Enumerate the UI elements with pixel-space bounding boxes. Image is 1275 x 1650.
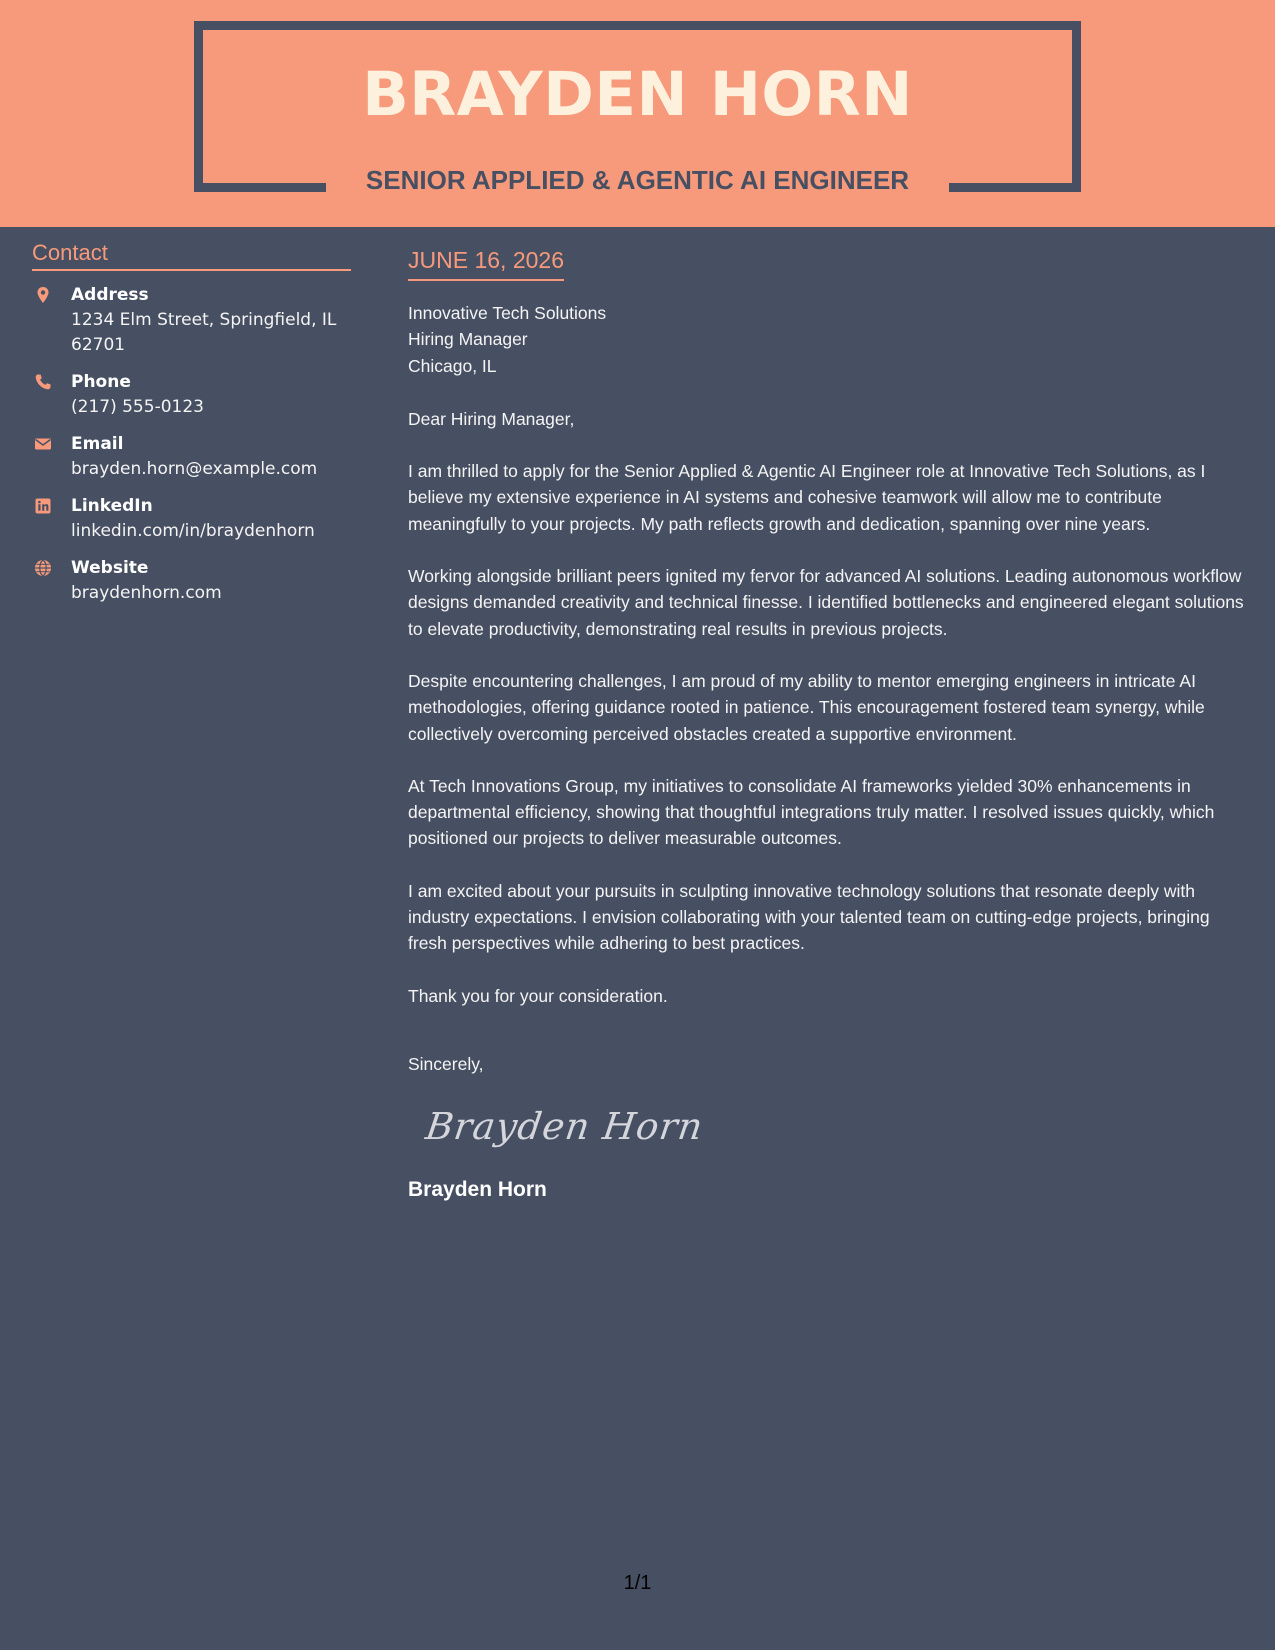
job-title: SENIOR APPLIED & AGENTIC AI ENGINEER	[365, 165, 910, 195]
contact-label: Website	[71, 558, 149, 579]
recipient-location: Chicago, IL	[408, 355, 497, 376]
contact-label: LinkedIn	[71, 496, 153, 517]
letter-date: JUNE 16, 2026	[408, 245, 564, 281]
contact-item-linkedin	[32, 494, 351, 544]
contact-item-website	[32, 556, 351, 606]
page-number: 1/1	[623, 1572, 652, 1594]
contact-label: Email	[71, 434, 124, 455]
letter-paragraph: At Tech Innovations Group, my initiatives to consolidate AI frameworks yielded 30% enhancements in departmental efficiency, showing that thoughtful integrations truly matter. I resolved issues quickly, which positioned our projects to deliver measurable outcomes.	[408, 775, 1215, 849]
contact-item-email	[32, 432, 351, 482]
contact-item-phone	[32, 370, 351, 420]
letter-body	[408, 245, 1253, 1203]
contact-value: (217) 555-0123	[71, 397, 204, 418]
frame-top-border	[194, 21, 1081, 30]
letter-paragraph: I am thrilled to apply for the Senior Applied & Agentic AI Engineer role at Innovative Tech Solutions, as I believe my extensive experience in AI systems and cohesive teamwork will allow me to contribute meaningfully to your projects. My path reflects growth and dedication, spanning over nine years.	[408, 461, 1206, 534]
recipient-company: Innovative Tech Solutions	[408, 303, 607, 323]
closing: Sincerely,	[408, 1053, 484, 1074]
closing-thanks: Thank you for your consideration.	[408, 985, 668, 1006]
salutation: Dear Hiring Manager,	[408, 408, 575, 429]
contact-value: braydenhorn.com	[71, 583, 222, 604]
contact-item-address	[32, 283, 351, 358]
contact-label: Address	[71, 285, 149, 306]
letter-paragraph: Working alongside brilliant peers ignited my fervor for advanced AI solutions. Leading autonomous workflow designs demanded creativity and technical finesse. I identified bottlenecks and engineered elegant solutions to elevate productivity, demonstrating real results in previous projects.	[408, 566, 1244, 639]
envelope-icon	[34, 435, 52, 453]
candidate-name: BRAYDEN HORN	[362, 59, 913, 130]
letter-paragraph: Despite encountering challenges, I am proud of my ability to mentor emerging engineers in intricate AI methodologies, offering guidance rooted in patience. This encouragement fostered team synergy, while collectively overcoming perceived obstacles created a supportive environment.	[408, 670, 1205, 744]
contact-value: linkedin.com/in/braydenhorn	[71, 521, 315, 542]
phone-icon	[34, 373, 52, 391]
recipient-title: Hiring Manager	[408, 329, 528, 350]
header-banner	[0, 0, 1275, 227]
globe-icon	[34, 559, 52, 577]
map-pin-icon	[34, 286, 52, 304]
handwritten-signature: Brayden Horn	[423, 1105, 707, 1149]
contact-value: brayden.horn@example.com	[71, 459, 318, 480]
recipient-block	[408, 300, 1253, 379]
letter-paragraph: I am excited about your pursuits in sculpting innovative technology solutions that resonate deeply with industry expectations. I envision collaborating with your talented team on cutting-edge projects, bringing fresh perspectives while adhering to best practices.	[408, 880, 1210, 954]
contact-sidebar	[32, 240, 351, 606]
contact-label: Phone	[71, 372, 131, 393]
linkedin-icon	[34, 497, 52, 515]
contact-value: 1234 Elm Street, Springfield, IL 62701	[71, 310, 337, 356]
contact-heading: Contact	[32, 240, 351, 271]
signer-name: Brayden Horn	[408, 1178, 547, 1202]
